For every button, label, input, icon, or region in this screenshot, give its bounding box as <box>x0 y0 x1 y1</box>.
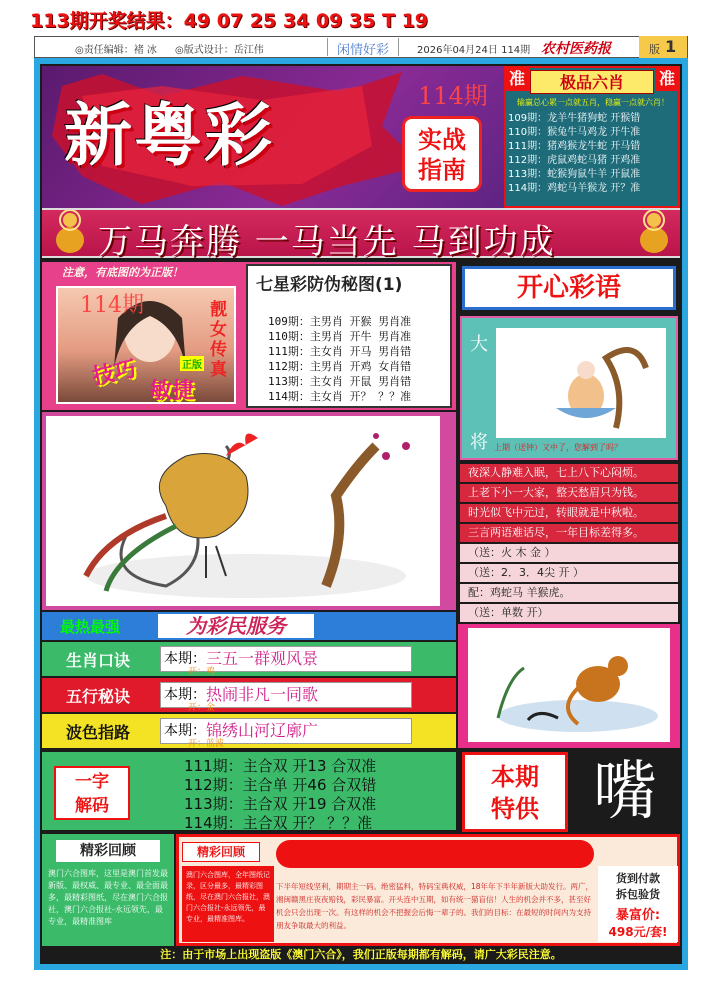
wave-open: 开：蓝波 <box>188 739 225 749</box>
five-element-text: 热闹非凡一同歌 <box>206 685 319 704</box>
review-left-title: 精彩回顾 <box>56 840 160 862</box>
decode-row: 111期：主合双 开13 合双准 <box>184 757 377 775</box>
price-line3: 暴富价: <box>615 908 661 923</box>
zodiac-open: 开：鸡 <box>188 667 216 677</box>
quick-text: 敏捷 <box>150 379 195 404</box>
header-issue: 114期 <box>418 82 488 110</box>
rooster-illustration <box>46 416 440 606</box>
zodiac-label: 生肖口诀 <box>66 651 131 670</box>
genuine-note: 注意，有底图的为正版！ <box>62 266 183 279</box>
zodiac-prefix: 本期： <box>164 651 206 667</box>
badge-bottom: 指南 <box>418 156 466 184</box>
designer-credit: ◎版式设计：岳江伟 <box>175 45 264 56</box>
decode-line2: 解码 <box>75 796 109 816</box>
zhun-tag-right: 准 <box>655 67 679 91</box>
five-element-prefix: 本期： <box>164 687 206 703</box>
comic-caption: 上期（送钟）又中了，您解到了吗？ <box>494 443 622 452</box>
wave-prefix: 本期： <box>164 723 206 739</box>
poem-line: 时光似飞中元过，转眼就是中秋啦。 <box>460 504 678 522</box>
special-glyph: 嘴 <box>572 752 678 832</box>
zhun-tag-left: 准 <box>505 67 529 91</box>
footer-notice: 注：由于市场上出现盗版《澳门六合》，我们正版每期都有解码，请广大彩民注意。 <box>42 946 680 964</box>
slogan-text: 万马奔腾 一马当先 马到功成 <box>98 222 556 262</box>
table-row: 113期：主女肖 开鼠 男肖错 <box>268 375 412 388</box>
special-line2: 特供 <box>491 794 539 823</box>
review-left-text: 澳门六合图库，这里是澳门首发最新版、最权威、最专业、最全面最多，最精彩图纸，尽在澳门六合报社，澳门六合报社-永远领先，最专业，最精准图库 <box>48 869 168 926</box>
table-title: 七星彩防伪秘图(1) <box>256 275 403 295</box>
service-slogan: 为彩民服务 <box>158 614 314 638</box>
special-line1: 本期 <box>491 762 539 791</box>
price-line2: 拆包验货 <box>616 888 660 901</box>
six-row: 113期：蛇猴狗鼠牛羊 开鼠准 <box>508 169 641 180</box>
price-box <box>598 866 678 942</box>
table-row: 109期：主男肖 开猴 男肖准 <box>268 315 412 328</box>
table-row: 110期：主男肖 开牛 男肖准 <box>268 330 412 343</box>
happy-lottery-title: 开心彩语 <box>462 266 676 310</box>
table-row: 111期：主女肖 开马 男肖错 <box>268 345 412 358</box>
poem-hint: （送：火 木 金 ） <box>460 544 678 562</box>
genuine-tag: 正版 <box>180 356 204 371</box>
decode-line1: 一字 <box>75 772 109 792</box>
price-line1: 货到付款 <box>616 872 660 885</box>
combat-guide-badge <box>402 116 482 192</box>
table-row: 112期：主男肖 开鸡 女肖错 <box>268 360 412 373</box>
five-element-open: 开：金 <box>188 703 216 713</box>
main-title: 新粤彩 <box>64 96 275 176</box>
skill-text: 技巧 <box>90 356 139 391</box>
hot-label: 最热最强 <box>60 618 121 636</box>
comic-illustration <box>496 328 666 438</box>
vertical-caption: 靓女传真 <box>210 300 227 380</box>
poem-hint: 配：鸡蛇马 羊猴虎。 <box>460 584 678 602</box>
price-value: 498元/套! <box>608 925 668 939</box>
zodiac-text: 三五一群观风景 <box>206 649 319 668</box>
paper-name: 农村医药报 <box>541 41 611 57</box>
poem-line: 上老下小一大家，整天愁眉只为钱。 <box>460 484 678 502</box>
table-row: 114期：主女肖 开？ ？？准 <box>268 390 412 403</box>
poem-hint: （送：2．3．4尖 开 ） <box>460 564 678 582</box>
six-row: 114期：鸡蛇马羊猴龙 开？准 <box>508 183 641 194</box>
info-bar <box>34 36 688 58</box>
special-offer-badge <box>462 752 568 832</box>
buddha-icon <box>636 210 672 256</box>
draw-result: 113期开奖结果：49 07 25 34 09 35 T 19 <box>30 10 429 32</box>
decode-row: 113期：主合双 开19 合双准 <box>184 795 377 813</box>
monkey-illustration <box>468 628 670 742</box>
six-zodiac-subtitle: 输赢总心累一点就五肖，稳赢一点就六肖！ <box>517 98 669 107</box>
review-main-title: 精彩回顾 <box>182 842 260 862</box>
page-number: 1 <box>665 37 677 56</box>
decode-badge <box>54 766 130 820</box>
review-body-text: 下半年短线坚利，期期主一码。绝密猛料，特码宝典权威，18年年下半年新版大助发行。两广，湘闽赣黑庄夜夜赔钱，彩民暴富。开头连中五期，如有统一猫盲信！人生的机会并不多，甚至好机会只会出现一次。有这样的机会不把握会后悔一辈子的。我们的目标：在最短的时间内为支持朋友争取最大的利益。 <box>276 882 594 930</box>
six-zodiac-title: 极品六肖 <box>530 70 654 94</box>
six-row: 109期：龙羊牛猪狗蛇 开猴错 <box>508 113 641 124</box>
badge-top: 实战 <box>418 126 466 154</box>
poem-line: 三言两语难话尽，一年目标差得多。 <box>460 524 678 542</box>
decode-row: 114期：主合双 开？ ？？准 <box>184 814 373 832</box>
buddha-icon <box>52 210 88 256</box>
poem-line: 夜深人静难入眠，七上八下心闷烦。 <box>460 464 678 482</box>
six-row: 110期：猴兔牛马鸡龙 开牛准 <box>508 127 641 138</box>
six-row: 111期：猪鸡猴龙牛蛇 开马错 <box>508 141 641 152</box>
editor-credit: ◎责任编辑：褚 冰 <box>75 45 157 56</box>
red-banner <box>276 840 594 868</box>
wave-text: 锦绣山河辽廓广 <box>206 721 319 740</box>
review-side-text: 澳门六合图库，全年图纸记录，区分最多，最精彩图纸，尽在澳门六合报社，澳门六合报社-永远领先，最专业，最精准图库。 <box>182 866 274 942</box>
comic-left-bottom: 将 <box>470 432 488 453</box>
column-name: 闲情好彩 <box>327 38 399 56</box>
wave-label: 波色指路 <box>66 723 131 742</box>
five-element-label: 五行秘诀 <box>66 687 131 706</box>
six-row: 112期：虎鼠鸡蛇马猪 开鸡准 <box>508 155 641 166</box>
page-label: 版 <box>649 43 660 56</box>
date-issue: 2026年04月24日 114期 <box>417 45 531 56</box>
decode-row: 112期：主合单 开46 合双错 <box>184 776 377 794</box>
poem-hint: （送：单数 开） <box>460 604 678 622</box>
photo-issue: 114期 <box>80 293 144 318</box>
comic-left-top: 大 <box>470 334 488 355</box>
